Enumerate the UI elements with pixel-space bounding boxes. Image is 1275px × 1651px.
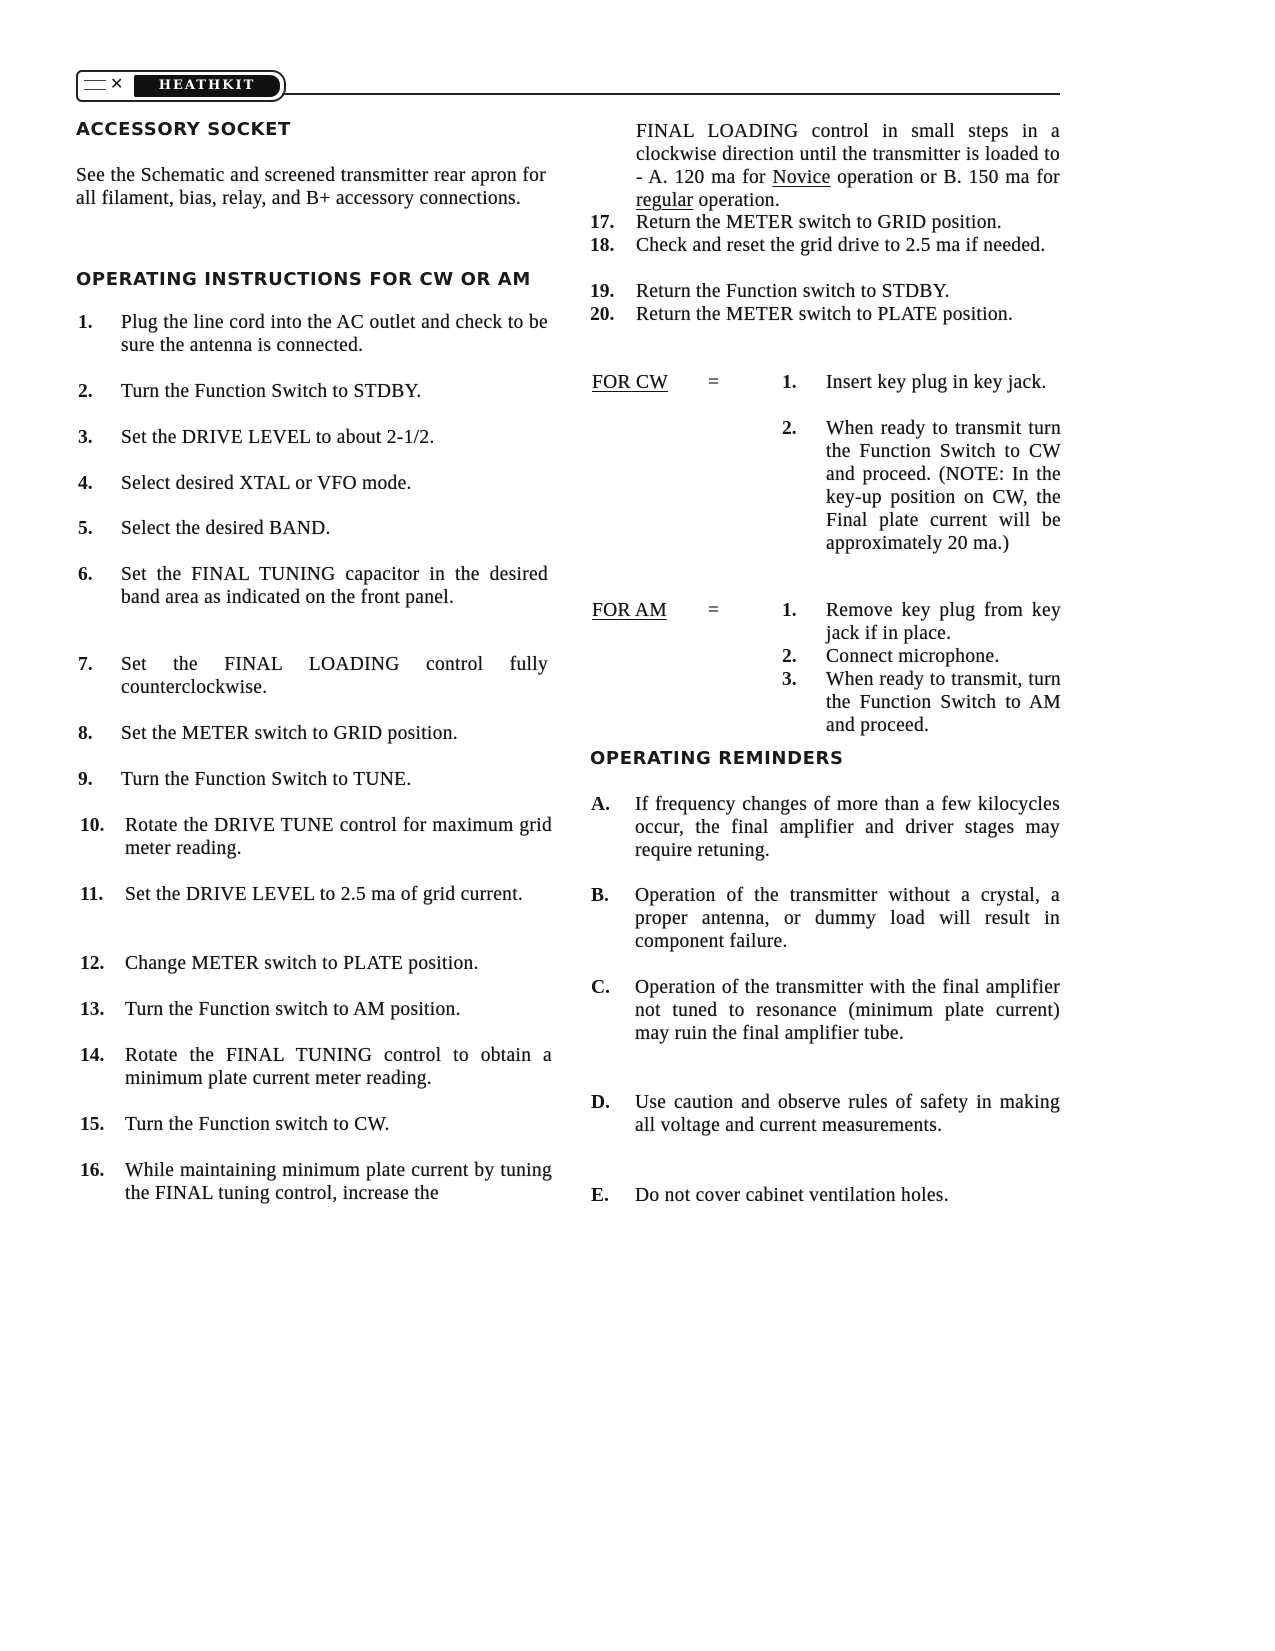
instruction-step-number: 15. bbox=[80, 1114, 105, 1135]
reminder-number: B. bbox=[591, 885, 609, 906]
instruction-step-text: Rotate the DRIVE TUNE control for maximum grid meter reading. bbox=[125, 815, 552, 859]
reminder-text: Use caution and observe rules of safety in making all voltage and current measurements. bbox=[635, 1092, 1060, 1136]
reminder-number: D. bbox=[591, 1092, 610, 1113]
am-step-text: Connect microphone. bbox=[826, 646, 1000, 667]
am-step-number: 1. bbox=[782, 600, 797, 621]
am-step-number: 2. bbox=[782, 646, 797, 667]
instruction-step-number: 3. bbox=[78, 427, 93, 448]
reminders-heading: OPERATING REMINDERS bbox=[590, 748, 844, 769]
instruction-step-number: 6. bbox=[78, 564, 93, 585]
instruction-step-text: Change METER switch to PLATE position. bbox=[125, 953, 479, 974]
am-step-number: 3. bbox=[782, 669, 797, 690]
reminder-text: Operation of the transmitter without a crystal, a proper antenna, or dummy load will result in component failure. bbox=[635, 885, 1060, 952]
cont-text: operation or B. 150 ma for bbox=[830, 167, 1060, 188]
instruction-step-number: 8. bbox=[78, 723, 93, 744]
instruction-step-text: Return the METER switch to GRID position. bbox=[636, 212, 1002, 233]
instruction-step-text: Plug the line cord into the AC outlet and check to be sure the antenna is connected. bbox=[121, 312, 548, 356]
instruction-step-text: Set the DRIVE LEVEL to 2.5 ma of grid current. bbox=[125, 884, 524, 905]
reminder-text: Do not cover cabinet ventilation holes. bbox=[635, 1185, 949, 1206]
instruction-step-text: Turn the Function switch to CW. bbox=[125, 1114, 390, 1135]
instruction-step-text: Check and reset the grid drive to 2.5 ma if needed. bbox=[636, 235, 1046, 256]
instruction-step-text: Set the DRIVE LEVEL to about 2-1/2. bbox=[121, 427, 435, 448]
instruction-step-number: 13. bbox=[80, 999, 105, 1020]
instruction-step-text: Turn the Function Switch to STDBY. bbox=[121, 381, 422, 402]
instruction-step-text: Select the desired BAND. bbox=[121, 518, 331, 539]
reminder-text: If frequency changes of more than a few kilocycles occur, the final amplifier and driver stages may require retuning. bbox=[635, 794, 1060, 861]
step-16-continuation bbox=[636, 120, 1060, 212]
instruction-step-text: Set the FINAL TUNING capacitor in the desired band area as indicated on the front panel. bbox=[121, 564, 548, 608]
instructions-heading: OPERATING INSTRUCTIONS FOR CW OR AM bbox=[76, 269, 531, 290]
instruction-step-text: Turn the Function switch to AM position. bbox=[125, 999, 461, 1020]
logo-emblem-icon: ✕ bbox=[110, 76, 124, 93]
logo-text: HEATHKIT bbox=[134, 75, 280, 97]
instruction-step-number: 16. bbox=[80, 1160, 105, 1181]
cont-text: operation. bbox=[693, 190, 781, 211]
instruction-step-number: 17. bbox=[590, 212, 615, 233]
reminder-text: Operation of the transmitter with the final amplifier not tuned to resonance (minimum plate current) may ruin the final amplifier tube. bbox=[635, 977, 1060, 1044]
instruction-step-number: 19. bbox=[590, 281, 615, 302]
instruction-step-text: Set the FINAL LOADING control fully counterclockwise. bbox=[121, 654, 548, 698]
instruction-step-number: 1. bbox=[78, 312, 93, 333]
header-rule bbox=[282, 93, 1060, 95]
cw-step-text: When ready to transmit turn the Function Switch to CW and proceed. (NOTE: In the key-up position on CW, the Final plate current will be approximately 20 ma.) bbox=[826, 418, 1061, 554]
reminder-number: C. bbox=[591, 977, 610, 998]
cont-text: FINAL LOADING control in small steps in a clockwise direction until the transmitter is loaded to - A. 120 ma for bbox=[636, 121, 1060, 188]
instruction-step-number: 11. bbox=[80, 884, 104, 905]
cw-step-text: Insert key plug in key jack. bbox=[826, 372, 1047, 393]
for-cw-equals: = bbox=[708, 372, 720, 393]
reminder-number: E. bbox=[591, 1185, 609, 1206]
accessory-text: See the Schematic and screened transmitter rear apron for all filament, bias, relay, and B+ accessory connections. bbox=[76, 165, 546, 209]
instruction-step-number: 2. bbox=[78, 381, 93, 402]
logo-lines bbox=[84, 80, 106, 90]
regular-underlined: regular bbox=[636, 190, 694, 211]
for-am-label: FOR AM bbox=[592, 600, 667, 621]
instruction-step-number: 4. bbox=[78, 473, 93, 494]
accessory-heading: ACCESSORY SOCKET bbox=[76, 119, 291, 140]
cw-step-number: 2. bbox=[782, 418, 797, 439]
instruction-step-number: 10. bbox=[80, 815, 105, 836]
cw-step-number: 1. bbox=[782, 372, 797, 393]
instruction-step-number: 14. bbox=[80, 1045, 105, 1066]
for-am-equals: = bbox=[708, 600, 720, 621]
instruction-step-number: 5. bbox=[78, 518, 93, 539]
instruction-step-text: Set the METER switch to GRID position. bbox=[121, 723, 458, 744]
instruction-step-number: 7. bbox=[78, 654, 93, 675]
am-step-text: Remove key plug from key jack if in place. bbox=[826, 600, 1061, 644]
instruction-step-text: Rotate the FINAL TUNING control to obtain a minimum plate current meter reading. bbox=[125, 1045, 552, 1089]
instruction-step-text: While maintaining minimum plate current by tuning the FINAL tuning control, increase the bbox=[125, 1160, 552, 1204]
instruction-step-number: 12. bbox=[80, 953, 105, 974]
for-cw-label: FOR CW bbox=[592, 372, 669, 393]
instruction-step-text: Return the Function switch to STDBY. bbox=[636, 281, 950, 302]
reminder-number: A. bbox=[591, 794, 610, 815]
instruction-step-number: 18. bbox=[590, 235, 615, 256]
instruction-step-text: Return the METER switch to PLATE position. bbox=[636, 304, 1014, 325]
novice-underlined: Novice bbox=[772, 167, 831, 188]
instruction-step-number: 9. bbox=[78, 769, 93, 790]
instruction-step-number: 20. bbox=[590, 304, 615, 325]
am-step-text: When ready to transmit, turn the Function Switch to AM and proceed. bbox=[826, 669, 1061, 736]
instruction-step-text: Turn the Function Switch to TUNE. bbox=[121, 769, 412, 790]
heathkit-logo bbox=[76, 70, 286, 102]
instruction-step-text: Select desired XTAL or VFO mode. bbox=[121, 473, 412, 494]
